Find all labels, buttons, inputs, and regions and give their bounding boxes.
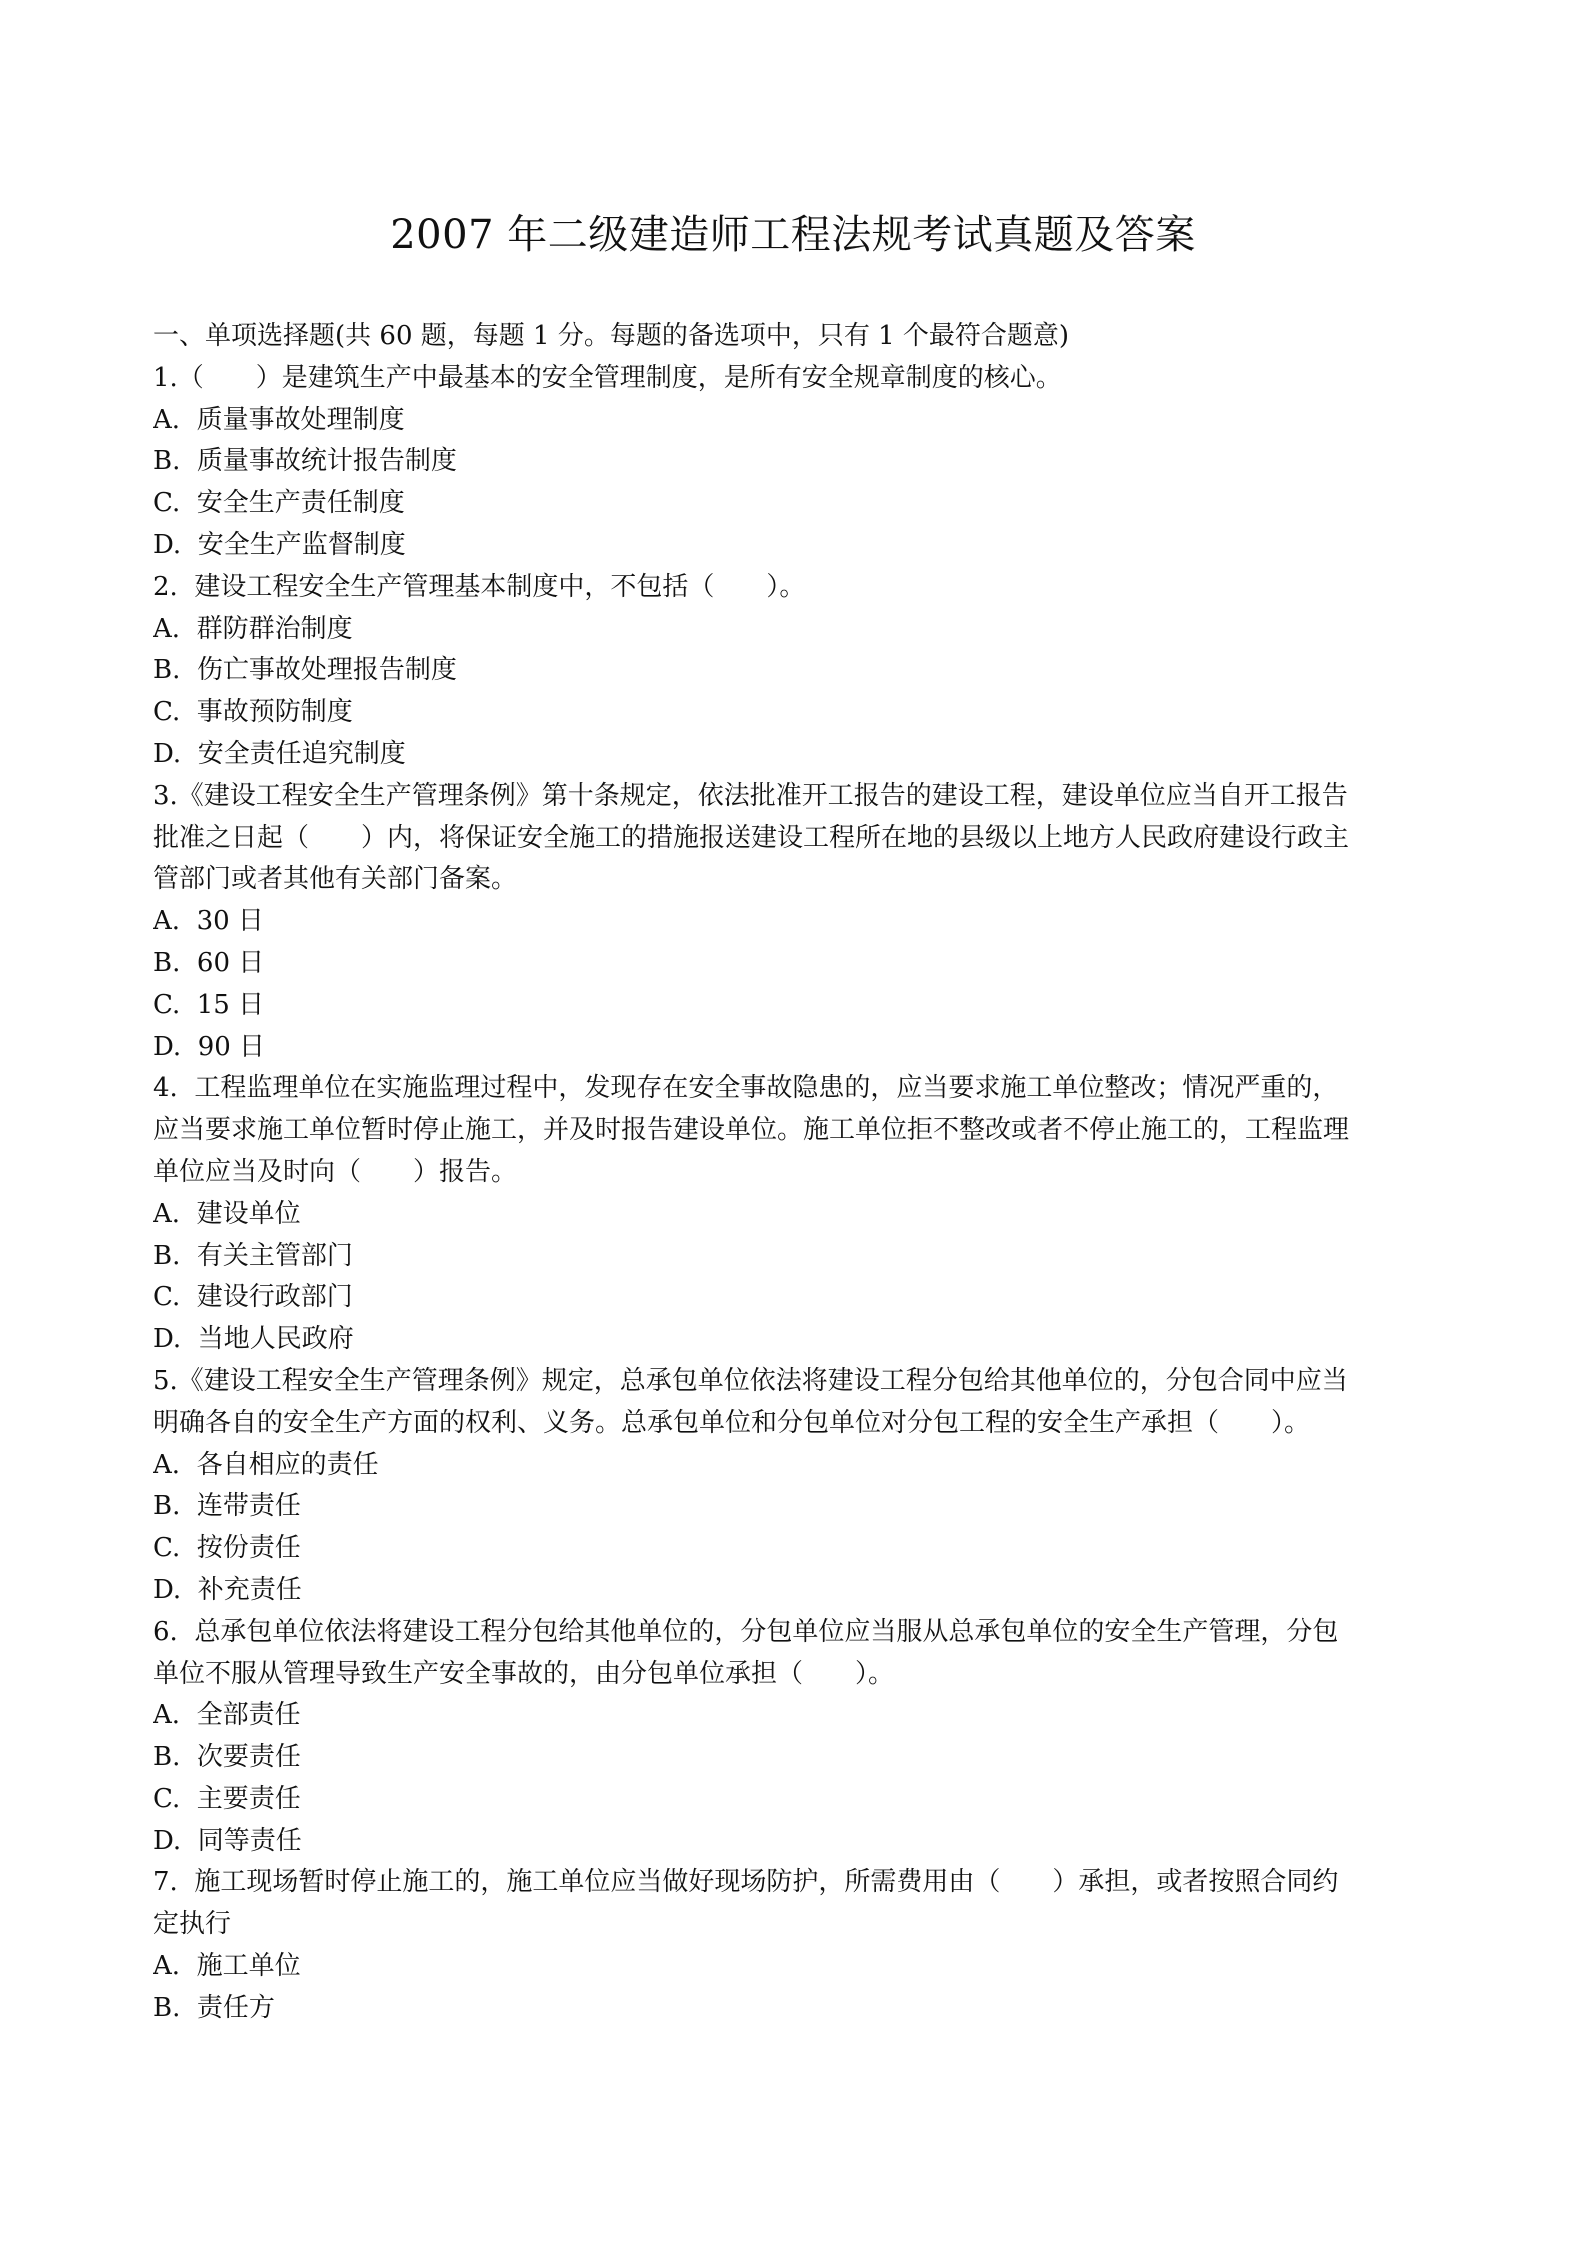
question-3-option-d: D. 90 日 — [153, 1031, 266, 1062]
question-2-option-d: D. 安全责任追究制度 — [153, 738, 406, 769]
question-3-stem-line-2: 批准之日起（ ）内，将保证安全施工的措施报送建设工程所在地的县级以上地方人民政府建设行政主 — [153, 822, 1350, 853]
section-heading: 一、单项选择题(共 60 题，每题 1 分。每题的备选项中，只有 1 个最符合题意) — [153, 321, 1070, 351]
document-body — [153, 316, 1443, 2030]
question-6-option-b: B. 次要责任 — [153, 1742, 301, 1773]
document-title: 2007 年二级建造师工程法规考试真题及答案 — [390, 212, 1196, 258]
question-4-option-d: D. 当地人民政府 — [153, 1324, 354, 1355]
question-6-stem-line-2: 单位不服从管理导致生产安全事故的，由分包单位承担（ ）。 — [153, 1658, 895, 1689]
question-1-option-b: B. 质量事故统计报告制度 — [153, 446, 457, 477]
question-1-stem: 1.（ ）是建筑生产中最基本的安全管理制度，是所有安全规章制度的核心。 — [153, 362, 1062, 393]
question-5-stem-line-2: 明确各自的安全生产方面的权利、义务。总承包单位和分包单位对分包工程的安全生产承担（ ）。 — [153, 1407, 1311, 1438]
question-7-option-a: A. 施工单位 — [153, 1951, 301, 1982]
question-4-stem-line-3: 单位应当及时向（ ）报告。 — [153, 1156, 518, 1187]
question-7-option-b: B. 责任方 — [153, 1992, 275, 2023]
question-3-option-b: B. 60 日 — [153, 947, 265, 978]
question-6-option-a: A. 全部责任 — [153, 1700, 301, 1731]
question-4-stem-line-1: 4. 工程监理单位在实施监理过程中，发现存在安全事故隐患的，应当要求施工单位整改；情况严重的， — [153, 1073, 1339, 1104]
question-4-option-b: B. 有关主管部门 — [153, 1240, 353, 1271]
question-3-option-a: A. 30 日 — [153, 906, 264, 937]
question-2-option-b: B. 伤亡事故处理报告制度 — [153, 655, 457, 686]
question-3-stem-line-1: 3.《建设工程安全生产管理条例》第十条规定，依法批准开工报告的建设工程，建设单位应当自开工报告 — [153, 780, 1348, 811]
question-1-option-a: A. 质量事故处理制度 — [153, 404, 405, 435]
question-2-stem: 2. 建设工程安全生产管理基本制度中，不包括（ ）。 — [153, 571, 806, 602]
question-7-stem-line-1: 7. 施工现场暂时停止施工的，施工单位应当做好现场防护，所需费用由（ ）承担，或者按照合同约 — [153, 1867, 1339, 1898]
question-1-option-d: D. 安全生产监督制度 — [153, 529, 406, 560]
question-2-option-a: A. 群防群治制度 — [153, 613, 353, 644]
question-3-stem-line-3: 管部门或者其他有关部门备案。 — [153, 864, 518, 895]
question-5-option-c: C. 按份责任 — [153, 1533, 301, 1564]
question-6-option-c: C. 主要责任 — [153, 1783, 301, 1814]
question-4-option-a: A. 建设单位 — [153, 1198, 301, 1229]
question-5-option-d: D. 补充责任 — [153, 1574, 302, 1605]
question-6-option-d: D. 同等责任 — [153, 1825, 302, 1856]
question-5-stem-line-1: 5.《建设工程安全生产管理条例》规定，总承包单位依法将建设工程分包给其他单位的，分包合同中应当 — [153, 1365, 1348, 1396]
question-7-stem-line-2: 定执行 — [153, 1909, 232, 1940]
question-4-stem-line-2: 应当要求施工单位暂时停止施工，并及时报告建设单位。施工单位拒不整改或者不停止施工的，工程监理 — [153, 1115, 1350, 1146]
question-5-option-b: B. 连带责任 — [153, 1491, 301, 1522]
question-6-stem-line-1: 6. 总承包单位依法将建设工程分包给其他单位的，分包单位应当服从总承包单位的安全生产管理，分包 — [153, 1616, 1339, 1647]
question-3-option-c: C. 15 日 — [153, 989, 265, 1020]
question-4-option-c: C. 建设行政部门 — [153, 1282, 353, 1313]
question-1-option-c: C. 安全生产责任制度 — [153, 488, 405, 519]
question-5-option-a: A. 各自相应的责任 — [153, 1449, 379, 1480]
question-2-option-c: C. 事故预防制度 — [153, 697, 353, 728]
